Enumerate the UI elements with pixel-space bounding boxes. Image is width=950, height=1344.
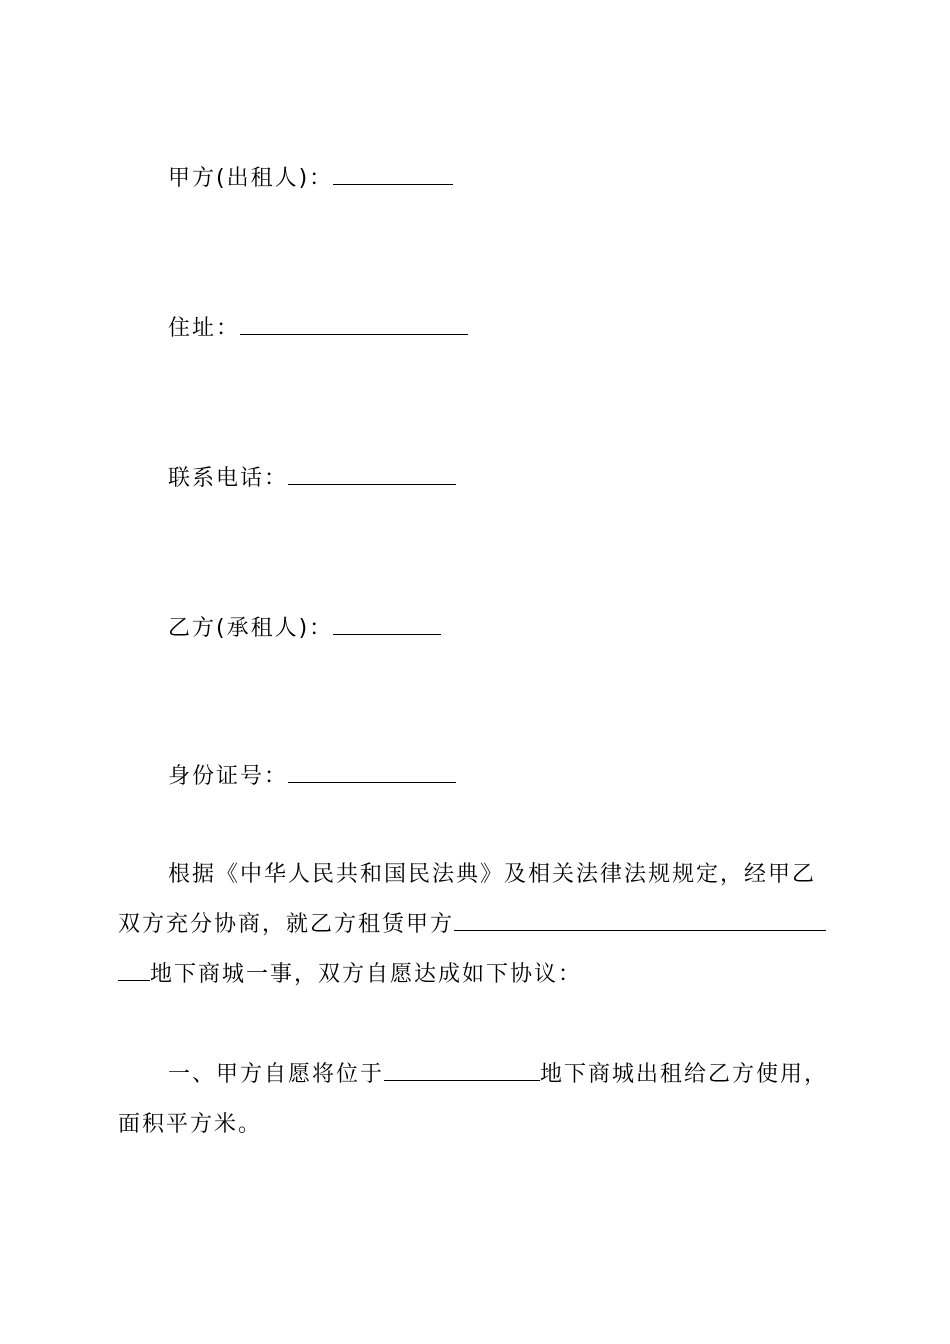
phone-label: 联系电话： xyxy=(168,466,289,491)
address-label: 住址： xyxy=(168,316,241,341)
clause1-text-2: 面积平方米。 xyxy=(118,1112,263,1137)
clause1-line-2 xyxy=(118,1112,832,1138)
clause1-line-1 xyxy=(118,1062,882,1088)
intro-line-3 xyxy=(118,962,832,988)
id-label: 身份证号： xyxy=(168,764,289,789)
phone-blank[interactable] xyxy=(288,466,456,485)
clause1-text-after: 地下商城出租给乙方使用， xyxy=(540,1062,829,1087)
lessor-label: 甲方(出租人)： xyxy=(168,166,334,191)
property-blank-b[interactable] xyxy=(118,962,150,981)
id-field xyxy=(118,764,882,790)
intro-text-2: 双方充分协商，就乙方租赁甲方 xyxy=(118,912,455,937)
intro-text-1: 根据《中华人民共和国民法典》及相关法律法规规定，经甲乙 xyxy=(168,862,817,887)
property-blank-a[interactable] xyxy=(454,912,826,931)
address-blank[interactable] xyxy=(240,316,468,335)
lessee-label: 乙方(承租人)： xyxy=(168,616,334,641)
address-field xyxy=(118,316,882,342)
lessor-blank[interactable] xyxy=(333,166,453,185)
phone-field xyxy=(118,466,882,492)
clause1-text-before: 一、甲方自愿将位于 xyxy=(168,1062,385,1087)
lessor-field xyxy=(118,166,882,192)
intro-line-2 xyxy=(118,912,832,938)
lessee-field xyxy=(118,616,882,642)
intro-text-3: 地下商城一事，双方自愿达成如下协议： xyxy=(150,962,583,987)
intro-line-1 xyxy=(118,862,882,888)
location-blank[interactable] xyxy=(384,1062,540,1081)
lessee-blank[interactable] xyxy=(333,616,441,635)
id-blank[interactable] xyxy=(288,764,456,783)
